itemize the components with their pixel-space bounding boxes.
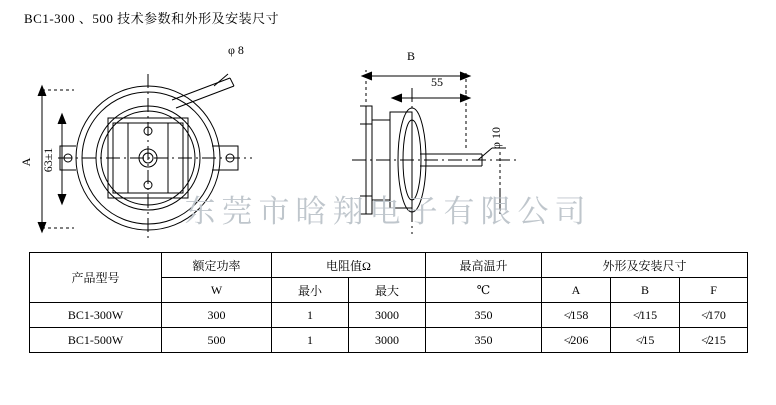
dim-label-phi8: φ 8 — [228, 43, 244, 57]
cell-dim-f: ≮170 — [680, 303, 748, 328]
dim-label-55: 55 — [431, 75, 443, 89]
header-dim-f: F — [680, 278, 748, 303]
cell-dim-a: ≮158 — [542, 303, 611, 328]
spec-table — [29, 252, 748, 353]
cell-model: BC1-300W — [30, 303, 162, 328]
header-resistance-max: 最大 — [349, 278, 426, 303]
header-power: 额定功率 — [162, 253, 272, 278]
watermark-text: 东莞市晗翔电子有限公司 — [184, 194, 592, 230]
dim-label-a: A — [19, 157, 33, 167]
cell-dim-b: ≮115 — [611, 303, 680, 328]
header-power-unit: W — [162, 278, 272, 303]
header-dimensions: 外形及安装尺寸 — [542, 253, 748, 278]
cell-power: 300 — [162, 303, 272, 328]
cell-resistance-min: 1 — [272, 328, 349, 353]
header-resistance-min: 最小 — [272, 278, 349, 303]
header-model: 产品型号 — [30, 253, 162, 303]
cell-resistance-min: 1 — [272, 303, 349, 328]
cell-temp: 350 — [426, 303, 542, 328]
header-resistance: 电阻值Ω — [272, 253, 426, 278]
spec-table-container — [29, 252, 747, 353]
header-temp-rise: 最高温升 — [426, 253, 542, 278]
cell-resistance-max: 3000 — [349, 303, 426, 328]
technical-drawing — [0, 28, 776, 246]
dim-label-phi10: φ 10 — [489, 127, 503, 149]
header-dim-a: A — [542, 278, 611, 303]
cell-dim-b: ≮15 — [611, 328, 680, 353]
dim-label-b: B — [406, 49, 416, 63]
header-dim-b: B — [611, 278, 680, 303]
cell-power: 500 — [162, 328, 272, 353]
cell-dim-a: ≮206 — [542, 328, 611, 353]
table-row — [30, 328, 748, 353]
cell-temp: 350 — [426, 328, 542, 353]
page-title: BC1-300 、500 技术参数和外形及安装尺寸 — [24, 11, 280, 26]
cell-model: BC1-500W — [30, 328, 162, 353]
cell-resistance-max: 3000 — [349, 328, 426, 353]
table-row — [30, 303, 748, 328]
dim-label-63: 63±1 — [41, 147, 55, 173]
cell-dim-f: ≮215 — [680, 328, 748, 353]
table-header-row-1 — [30, 253, 748, 278]
header-temp-unit: ℃ — [426, 278, 542, 303]
